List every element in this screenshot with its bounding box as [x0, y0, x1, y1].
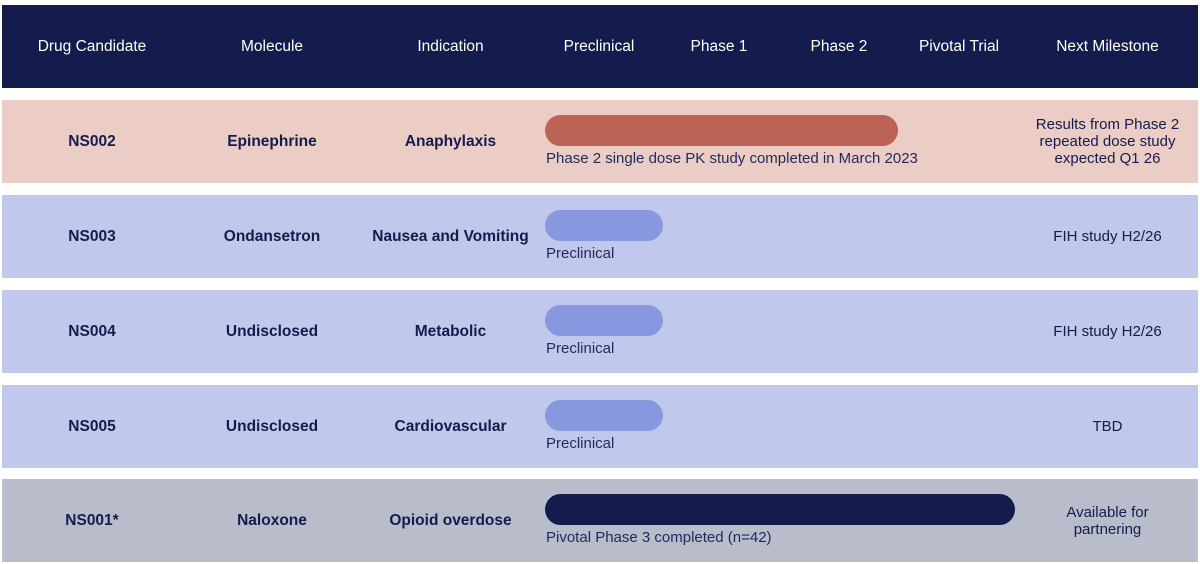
molecule: Undisclosed: [225, 417, 319, 435]
header-indication: Indication: [417, 37, 484, 55]
header-next-milestone: Next Milestone: [1056, 37, 1159, 55]
next-milestone: Available for partnering: [1066, 503, 1149, 538]
indication: Metabolic: [414, 322, 487, 340]
header-preclinical: Preclinical: [563, 37, 635, 55]
header-phase-1: Phase 1: [690, 37, 748, 55]
progress-status: Preclinical: [546, 435, 615, 452]
pipeline-row-ns002: [2, 100, 1198, 183]
next-milestone: FIH study H2/26: [1053, 228, 1162, 245]
progress-bar: [545, 494, 1015, 525]
progress-bar: [545, 115, 898, 146]
drug-candidate: NS001*: [65, 511, 119, 529]
molecule: Naloxone: [237, 511, 307, 529]
drug-candidate: NS005: [68, 417, 116, 435]
drug-candidate: NS002: [68, 132, 116, 150]
indication: Opioid overdose: [389, 511, 512, 529]
progress-status: Preclinical: [546, 245, 615, 262]
indication: Anaphylaxis: [404, 132, 497, 150]
pipeline-row-ns001: [2, 479, 1198, 562]
header-drug-candidate: Drug Candidate: [37, 37, 147, 55]
indication: Cardiovascular: [394, 417, 507, 435]
next-milestone: TBD: [1092, 418, 1123, 435]
progress-bar: [545, 400, 663, 431]
progress-bar: [545, 305, 663, 336]
progress-status: Phase 2 single dose PK study completed in March 2023: [546, 150, 918, 167]
next-milestone: Results from Phase 2 repeated dose study expected Q1 26: [1035, 116, 1180, 167]
molecule: Ondansetron: [223, 227, 321, 245]
molecule: Epinephrine: [227, 132, 317, 150]
pipeline-row-ns003: [2, 195, 1198, 278]
progress-status: Preclinical: [546, 340, 615, 357]
header-molecule: Molecule: [240, 37, 304, 55]
drug-candidate: NS004: [68, 322, 116, 340]
progress-bar: [545, 210, 663, 241]
pipeline-row-ns004: [2, 290, 1198, 373]
pipeline-row-ns005: [2, 385, 1198, 468]
indication: Nausea and Vomiting: [372, 227, 529, 245]
header-pivotal-trial: Pivotal Trial: [918, 37, 1000, 55]
drug-candidate: NS003: [68, 227, 116, 245]
molecule: Undisclosed: [225, 322, 319, 340]
next-milestone: FIH study H2/26: [1053, 323, 1162, 340]
progress-status: Pivotal Phase 3 completed (n=42): [546, 529, 772, 546]
table-header: [2, 5, 1198, 88]
header-phase-2: Phase 2: [810, 37, 868, 55]
